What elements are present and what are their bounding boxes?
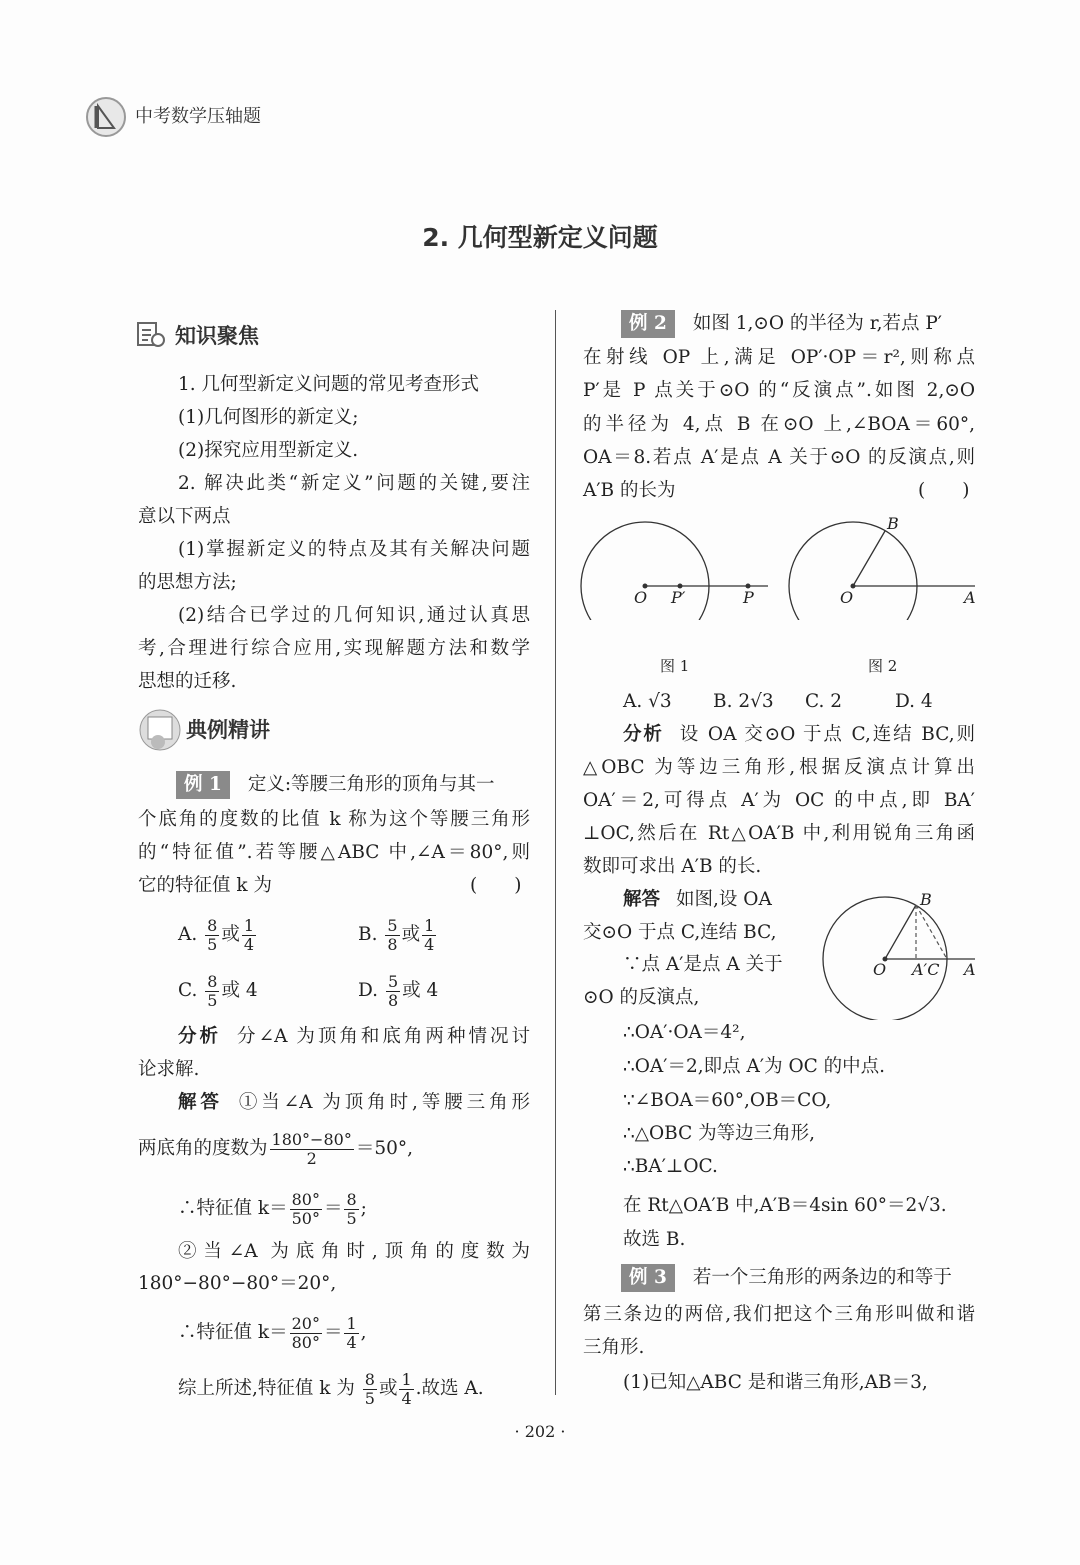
example-tag: 例 2 bbox=[621, 310, 675, 338]
text-line: (1)已知△ABC 是和谐三角形,AB＝3, bbox=[623, 1372, 928, 1393]
label-o: O bbox=[873, 960, 887, 979]
text-line: (2)结合已学过的几何知识,通过认真思 bbox=[178, 605, 530, 626]
label-a: A bbox=[964, 588, 976, 607]
text-line: 定义:等腰三角形的顶角与其一 bbox=[247, 774, 495, 795]
label-b: B bbox=[920, 890, 932, 909]
text-line: 故选 B. bbox=[623, 1229, 686, 1250]
section-examples: 典例精讲 bbox=[186, 718, 270, 742]
figure-caption: 图 1 bbox=[660, 657, 690, 675]
book-title: 中考数学压轴题 bbox=[135, 106, 261, 127]
text-line: OA′＝2,可得点 A′为 OC 的中点,即 BA′ bbox=[583, 790, 975, 811]
text-line: 交⊙O 于点 C,连结 BC, bbox=[583, 922, 777, 943]
figures-1-2 bbox=[570, 510, 980, 620]
text-line: 思想的迁移. bbox=[138, 671, 237, 692]
label-p: P bbox=[743, 588, 754, 607]
text-line: 数即可求出 A′B 的长. bbox=[583, 856, 762, 877]
text-line: 2. 解决此类“新定义”问题的关键,要注 bbox=[178, 473, 530, 494]
label-p-prime: P′ bbox=[671, 588, 686, 607]
text-line: (1)掌握新定义的特点及其有关解决问题 bbox=[178, 539, 530, 560]
text-line: A′B 的长为 bbox=[583, 480, 676, 501]
page-title: 2. 几何型新定义问题 bbox=[422, 223, 658, 252]
text-line: ∴OA′＝2,即点 A′为 OC 的中点. bbox=[623, 1056, 886, 1077]
label-a: A bbox=[964, 960, 976, 979]
text-line: 第三条边的两倍,我们把这个三角形叫做和谐 bbox=[583, 1304, 975, 1325]
text-line: 论求解. bbox=[138, 1059, 200, 1080]
example-3: 例 3 若一个三角形的两条边的和等于 bbox=[583, 1264, 975, 1292]
answer-2: 解答 如图,设 OA bbox=[623, 889, 772, 910]
option-c: C. $\frac{8}{5}$ 或 4 bbox=[178, 971, 258, 1010]
analysis-1: 分析 分∠A 为顶角和底角两种情况讨 bbox=[178, 1026, 530, 1047]
text-line: 个底角的度数的比值 k 称为这个等腰三角形 bbox=[138, 809, 530, 830]
text-line: ∴BA′⊥OC. bbox=[623, 1156, 718, 1177]
example-2: 例 2 如图 1,⊙O 的半径为 r,若点 P′ bbox=[583, 310, 975, 338]
answer-1: 解答 ①当∠A 为顶角时,等腰三角形 bbox=[178, 1092, 530, 1113]
column-divider bbox=[555, 310, 556, 1395]
page-number: · 202 · bbox=[514, 1422, 566, 1441]
text-line: (2)探究应用型新定义. bbox=[178, 440, 359, 461]
text-line: △OBC 为等边三角形,根据反演点计算出 bbox=[583, 757, 975, 778]
text-line: ∵∠BOA＝60°,OB＝CO, bbox=[623, 1090, 832, 1111]
label-o: O bbox=[634, 588, 648, 607]
text-line: 考,合理进行综合应用,实现解题方法和数学 bbox=[138, 638, 530, 659]
option-d: D. 4 bbox=[895, 691, 933, 712]
option-c: C. 2 bbox=[805, 691, 843, 712]
text-line: 综上所述,特征值 k 为 $\frac{8}{5}$ 或 $\frac{1}{4}$ .故选 A. bbox=[178, 1369, 484, 1408]
label-o: O bbox=[840, 588, 854, 607]
text-line: ∴OA′·OA＝4², bbox=[623, 1022, 746, 1043]
label-a-prime-c: A′C bbox=[912, 960, 940, 979]
text-line: 的思想方法; bbox=[138, 572, 237, 593]
text-line: ∴特征值 k＝ $\frac{80^\circ}{50^\circ}$ ＝ $\frac{8}{5}$ ; bbox=[178, 1189, 367, 1228]
text-line: 180°−80°−80°＝20°, bbox=[138, 1273, 337, 1294]
text-line: ∵点 A′是点 A 关于 bbox=[623, 954, 783, 975]
example-tag: 例 3 bbox=[621, 1264, 675, 1292]
text-line: 的“特征值”.若等腰△ABC 中,∠A＝80°,则 bbox=[138, 842, 530, 863]
text-line: (1)几何图形的新定义; bbox=[178, 407, 359, 428]
option-d: D. $\frac{5}{8}$ 或 4 bbox=[358, 971, 439, 1010]
text-line: 它的特征值 k 为 bbox=[138, 875, 272, 896]
example-tag: 例 1 bbox=[176, 771, 230, 799]
text-line: 三角形. bbox=[583, 1337, 645, 1358]
checklist-icon bbox=[136, 320, 166, 348]
text-line: 在 Rt△OA′B 中,A′B＝4sin 60°＝2√3. bbox=[623, 1195, 947, 1216]
text-line: ⊥OC,然后在 Rt△OA′B 中,利用锐角三角函 bbox=[583, 823, 975, 844]
text-line: P′是 P 点关于⊙O 的“反演点”.如图 2,⊙O bbox=[583, 380, 975, 401]
option-b: B. $\frac{5}{8}$ 或 $\frac{1}{4}$ bbox=[358, 915, 435, 954]
section-knowledge: 知识聚焦 bbox=[175, 324, 259, 348]
option-a: A. √3 bbox=[623, 691, 672, 712]
answer-blank: ( ) bbox=[918, 480, 970, 501]
figure-caption: 图 2 bbox=[868, 657, 898, 675]
text-line: 的半径为 4,点 B 在⊙O 上,∠BOA＝60°, bbox=[583, 414, 975, 435]
text-line: ∴△OBC 为等边三角形, bbox=[623, 1123, 816, 1144]
text-line: ②当∠A 为底角时,顶角的度数为 bbox=[178, 1241, 530, 1262]
book-logo-icon bbox=[85, 96, 127, 138]
figure-3 bbox=[815, 890, 980, 1020]
label-b: B bbox=[887, 514, 899, 533]
text-line: 1. 几何型新定义问题的常见考查形式 bbox=[178, 374, 480, 395]
answer-blank: ( ) bbox=[470, 875, 522, 896]
examples-icon bbox=[138, 708, 182, 752]
text-line: ∴特征值 k＝ $\frac{20^\circ}{80^\circ}$ ＝ $\frac{1}{4}$ , bbox=[178, 1313, 367, 1352]
option-b: B. 2√3 bbox=[713, 691, 774, 712]
text-line: OA＝8.若点 A′是点 A 关于⊙O 的反演点,则 bbox=[583, 447, 975, 468]
text-line: ⊙O 的反演点, bbox=[583, 987, 700, 1008]
analysis-2: 分析 设 OA 交⊙O 于点 C,连结 BC,则 bbox=[623, 724, 975, 745]
text-line: 在射线 OP 上,满足 OP′·OP＝r²,则称点 bbox=[583, 347, 975, 368]
text-line: 两底角的度数为 $\frac{180^\circ-80^\circ}{2}$ ＝50°, bbox=[138, 1129, 413, 1168]
example-1 bbox=[138, 771, 530, 799]
text-line: 意以下两点 bbox=[138, 506, 231, 527]
option-a: A. $\frac{8}{5}$ 或 $\frac{1}{4}$ bbox=[178, 915, 255, 954]
